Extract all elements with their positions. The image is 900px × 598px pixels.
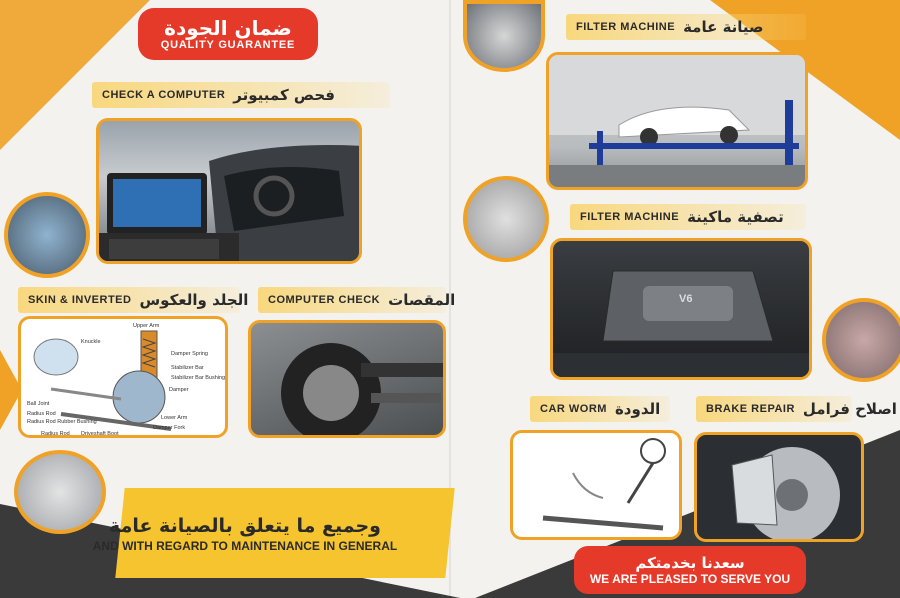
quality-guarantee-badge xyxy=(138,8,318,60)
suspension-label: Lower Arm xyxy=(161,415,188,421)
check-computer-label-en: CHECK A COMPUTER xyxy=(102,89,226,101)
serve-you-english: WE ARE PLEASED TO SERVE YOU xyxy=(589,572,791,586)
general-maintenance-header xyxy=(566,14,806,40)
suspension-label: Stabilizer Bar xyxy=(171,365,204,371)
wheel-illustration xyxy=(251,323,446,438)
engine-v6-badge: V6 xyxy=(679,293,693,305)
engine-photo xyxy=(550,238,812,380)
computer-check-photo xyxy=(96,118,362,264)
suspension-label: Driveshaft Boot xyxy=(81,431,119,437)
suspension-label: Radius Rod Rubber Bushing xyxy=(27,419,97,425)
maintenance-banner-english: AND WITH REGARD TO MAINTENANCE IN GENERAL xyxy=(92,539,398,553)
undercarriage-photo xyxy=(248,320,446,438)
suspension-diagram xyxy=(18,316,228,438)
suspension-label: Damper Spring xyxy=(171,351,208,357)
engine-illustration xyxy=(553,241,812,380)
steering-rack-drawing xyxy=(513,433,682,540)
computer-check-header xyxy=(258,287,456,313)
check-computer-header xyxy=(92,82,390,108)
brake-repair-label-ar: اصلاح فرامل xyxy=(802,400,897,418)
suspension-label: Knuckle xyxy=(81,339,101,345)
brake-repair-label-en: BRAKE REPAIR xyxy=(706,403,795,415)
spare-parts-circle-photo xyxy=(822,298,900,382)
suspension-label: Stabilizer Bar Bushing xyxy=(171,375,226,381)
serve-you-badge xyxy=(574,546,806,594)
brake-disc-illustration xyxy=(697,435,864,542)
general-maintenance-label-en: FILTER MACHINE xyxy=(576,21,676,33)
check-computer-label-ar: فحص كمبيوتر xyxy=(233,86,336,104)
suspension-label: Damper xyxy=(169,387,189,393)
brake-parts-circle-photo xyxy=(463,176,549,262)
suspension-label: Ball Joint xyxy=(27,401,50,407)
lift-illustration xyxy=(549,55,808,190)
car-worm-header xyxy=(530,396,670,422)
suspension-label: Radius Rod xyxy=(27,411,56,417)
general-maintenance-label-ar: صيانة عامة xyxy=(683,18,764,36)
car-lift-photo xyxy=(546,52,808,190)
suspension-label: Upper Arm xyxy=(133,323,160,329)
suspension-label: Damper Fork xyxy=(153,425,186,431)
steering-worm-diagram xyxy=(510,430,682,540)
maintenance-banner-text xyxy=(60,515,430,553)
skin-inverted-label-en: SKIN & INVERTED xyxy=(28,294,132,306)
car-laptop-illustration xyxy=(99,121,362,264)
car-worm-label-ar: الدودة xyxy=(614,400,661,418)
computer-check-label-ar: المقصات xyxy=(388,291,456,309)
brake-repair-header xyxy=(696,396,897,422)
skin-inverted-header xyxy=(18,287,249,313)
suspension-label: Radius Rod xyxy=(41,431,70,437)
maintenance-banner-arabic: وجميع ما يتعلق بالصيانة عامة xyxy=(109,515,381,537)
brake-disc-photo xyxy=(694,432,864,542)
computer-check-label-en: COMPUTER CHECK xyxy=(268,294,381,306)
skin-inverted-label-ar: الجلد والعكوس xyxy=(139,291,249,309)
car-worm-label-en: CAR WORM xyxy=(540,403,607,415)
workshop-circle-photo xyxy=(4,192,90,278)
quality-guarantee-arabic: ضمان الجودة xyxy=(164,16,292,40)
quality-guarantee-english: QUALITY GUARANTEE xyxy=(160,39,296,51)
filter-machine-header xyxy=(570,204,806,230)
filter-machine-label-ar: تصفية ماكينة xyxy=(687,208,784,226)
steering-circle-photo xyxy=(463,0,545,72)
serve-you-arabic: سعدنا بخدمتكم xyxy=(635,554,745,572)
filter-machine-label-en: FILTER MACHINE xyxy=(580,211,680,223)
